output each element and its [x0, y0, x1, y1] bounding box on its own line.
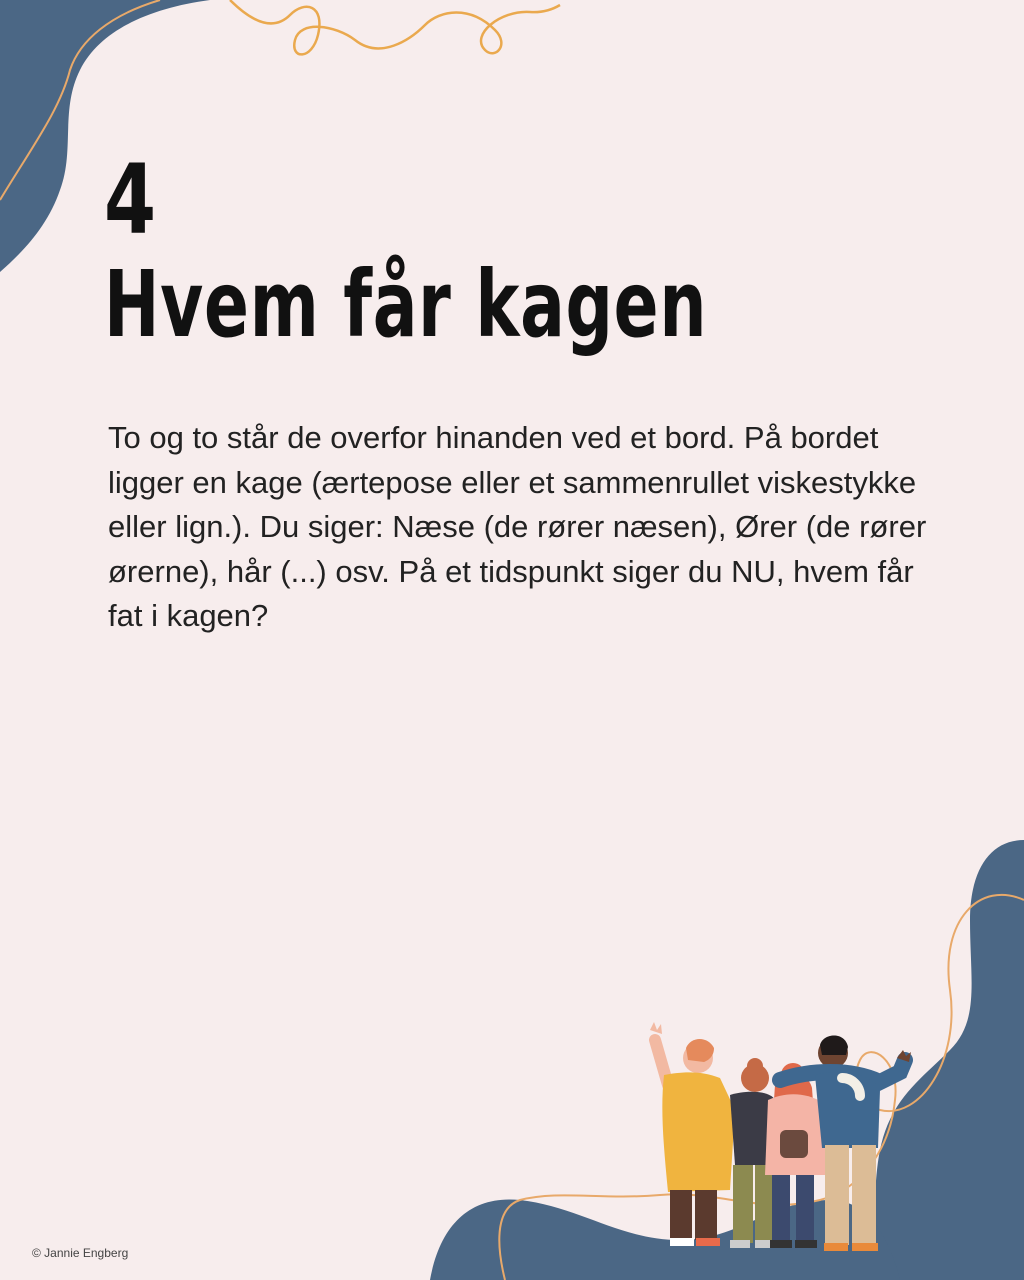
game-description: To og to står de overfor hinanden ved et bord. På bordet ligger en kage (ærtepose eller et sammenrullet viskestykke eller lign.). Du siger: Næse (de rører næsen), Ører (de rører ørerne), hår (...) osv. På et tidspunkt siger du NU, hvem får fat i kagen?	[108, 420, 927, 633]
copyright-notice: © Jannie Engberg	[32, 1246, 129, 1260]
page-title: Hvem får kagen	[104, 251, 708, 358]
top-squiggle	[230, 0, 560, 54]
friends-illustration	[650, 1022, 911, 1251]
game-number: 4	[104, 144, 157, 256]
